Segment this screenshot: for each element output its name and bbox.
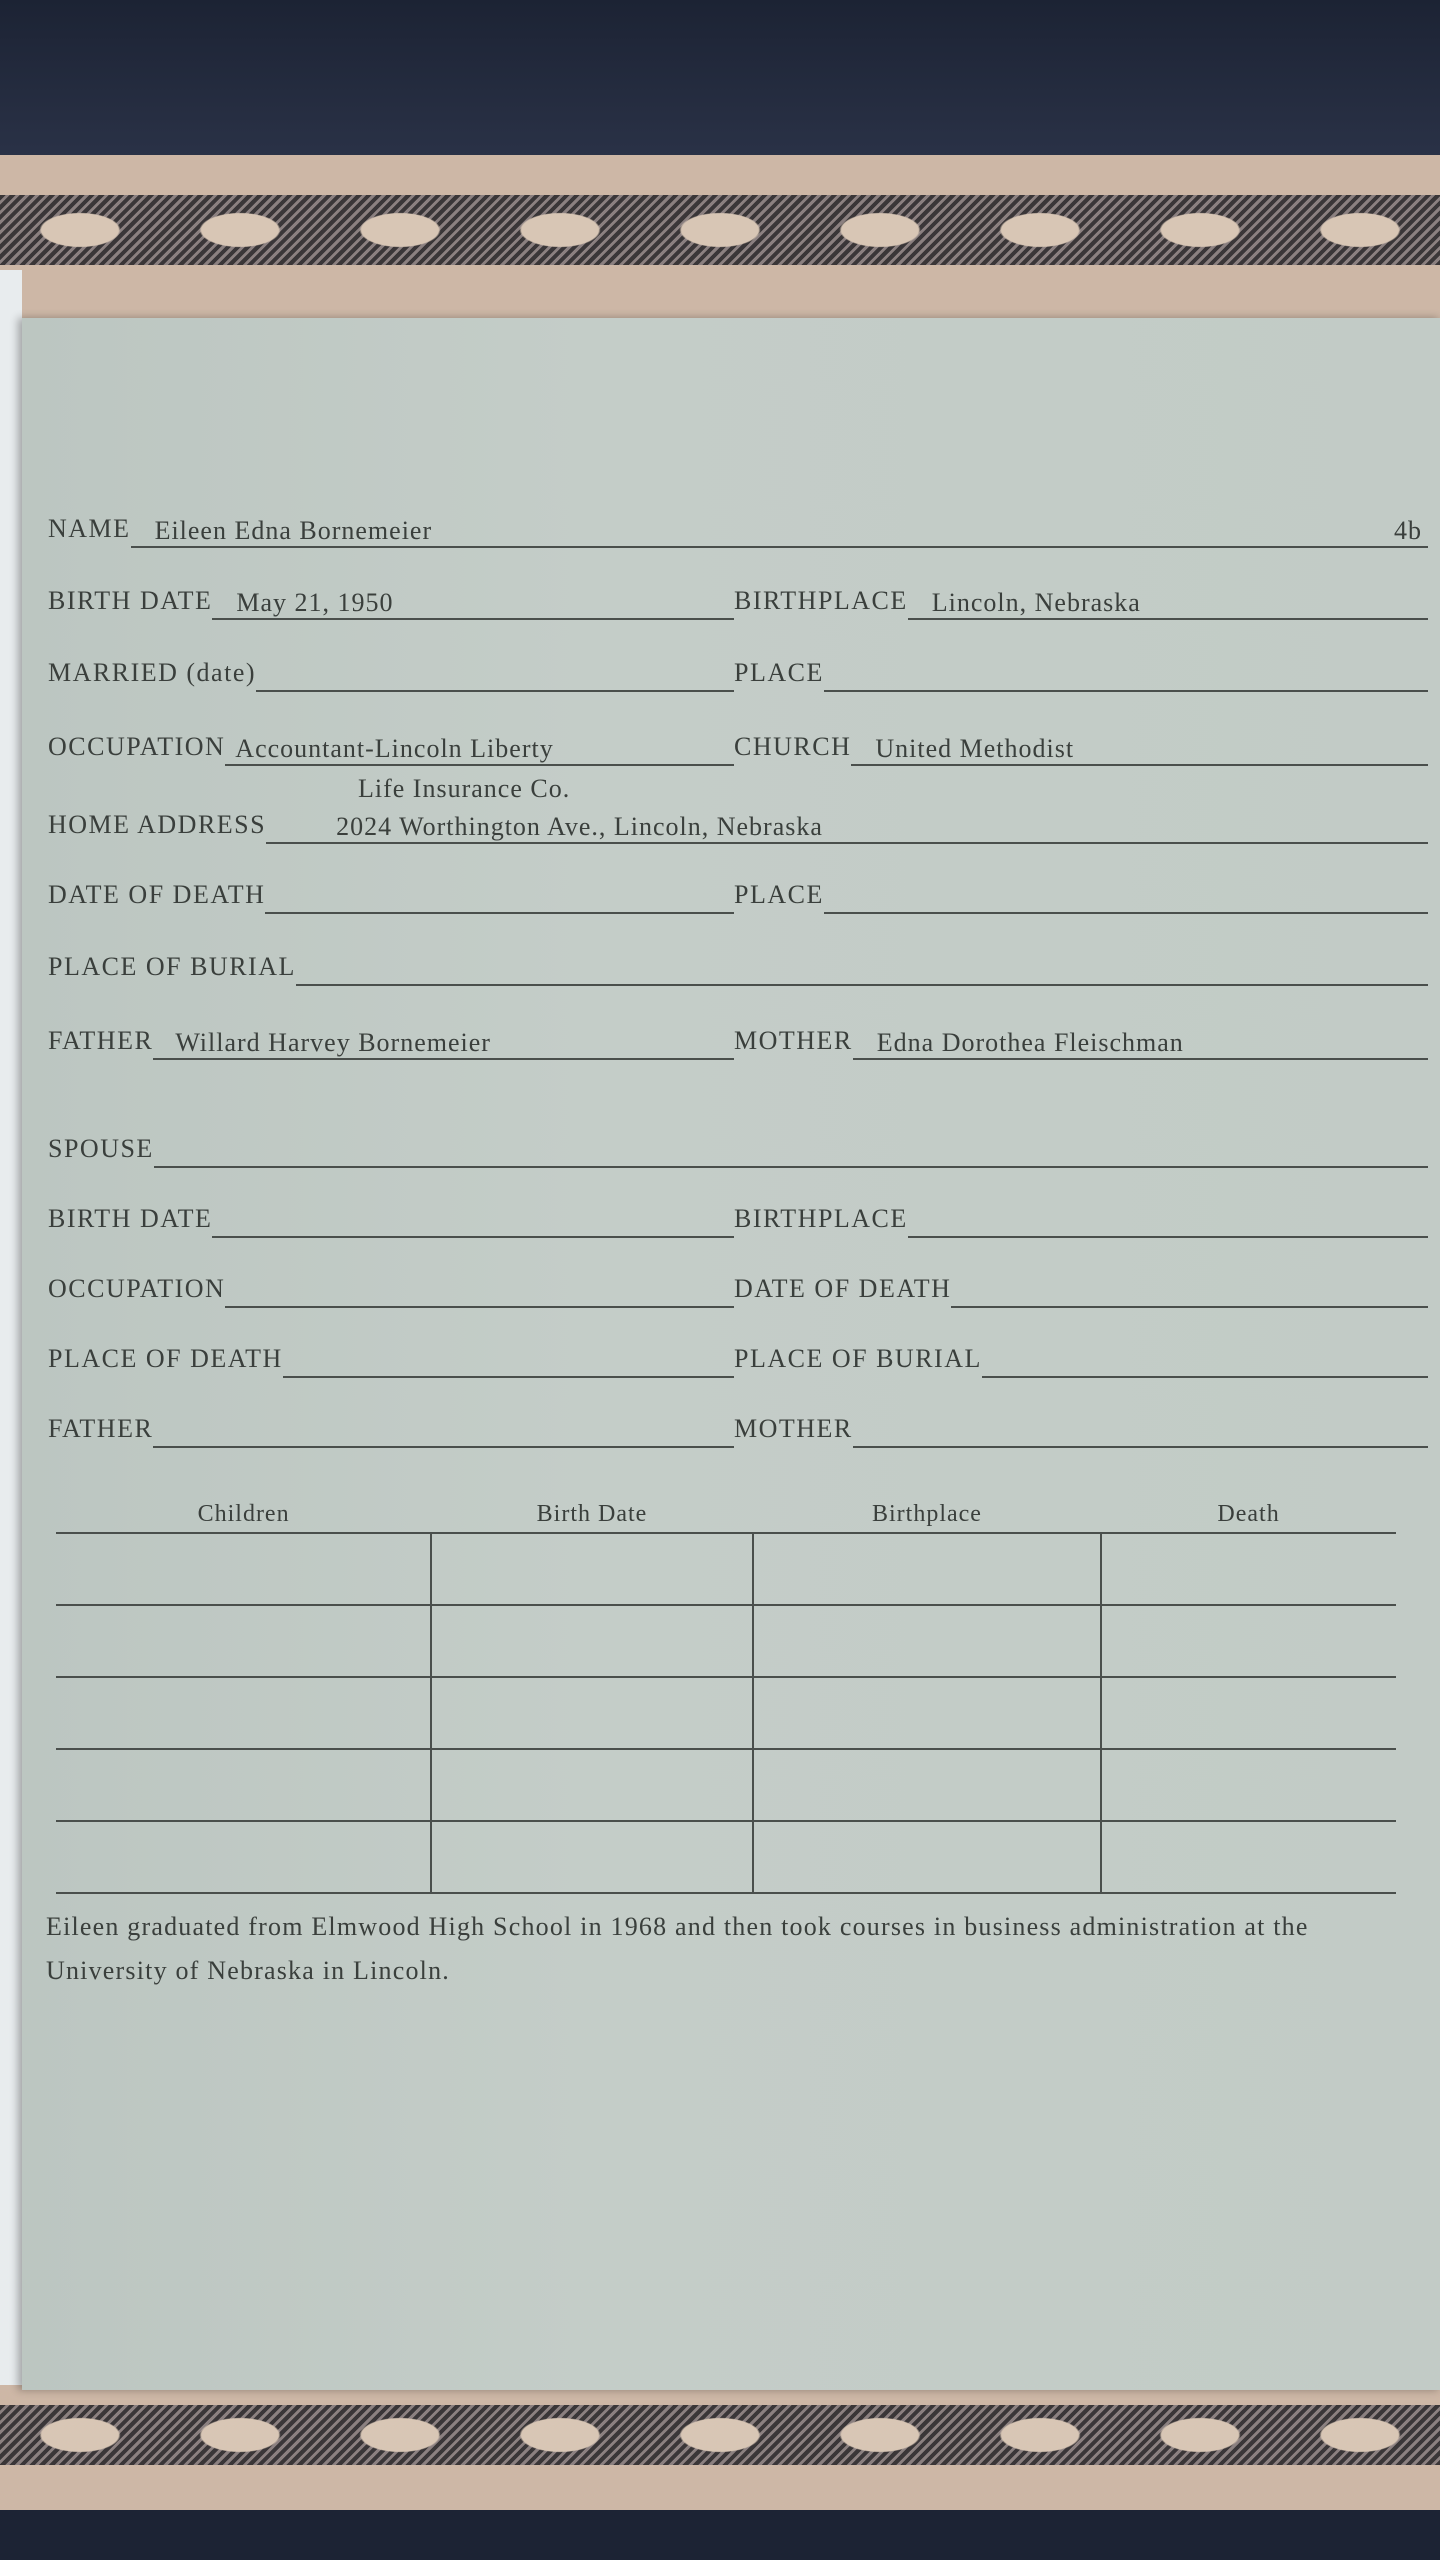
spouse-value	[154, 1132, 1428, 1168]
spouse-place-of-death-label: PLACE OF DEATH	[48, 1344, 283, 1373]
birthplace-label: BIRTHPLACE	[734, 586, 908, 615]
table-row	[56, 1533, 1396, 1605]
married-label: MARRIED (date)	[48, 658, 257, 687]
birth-date-label: BIRTH DATE	[48, 586, 213, 615]
table-cell	[56, 1749, 431, 1821]
table-cell	[56, 1821, 431, 1893]
spouse-birthplace-value	[908, 1202, 1428, 1238]
children-table	[56, 1500, 1396, 1894]
spouse-place-of-burial-value	[982, 1342, 1428, 1378]
name-text: Eileen Edna Bornemeier	[154, 516, 433, 545]
mother-label: MOTHER	[734, 1026, 853, 1055]
spouse-place-of-death-value	[283, 1342, 734, 1378]
spouse-birth-date-label: BIRTH DATE	[48, 1204, 213, 1233]
church-label: CHURCH	[734, 732, 852, 761]
mother-value: Edna Dorothea Fleischman	[853, 1024, 1428, 1060]
spouse-birth-date-value	[212, 1202, 734, 1238]
decorative-border-top	[0, 155, 1440, 325]
table-cell	[431, 1749, 753, 1821]
table-cell	[1101, 1749, 1396, 1821]
header-birthplace: Birthplace	[753, 1500, 1101, 1533]
table-cell	[753, 1605, 1101, 1677]
spouse-occupation-value	[225, 1272, 734, 1308]
spouse-label: SPOUSE	[48, 1134, 154, 1163]
spouse-date-of-death-label: DATE OF DEATH	[734, 1274, 952, 1303]
name-value	[131, 512, 1428, 548]
married-value	[256, 656, 734, 692]
table-cell	[431, 1677, 753, 1749]
occupation-row	[48, 730, 1428, 766]
death-place-value	[824, 878, 1428, 914]
spouse-mother-label: MOTHER	[734, 1414, 853, 1443]
table-cell	[431, 1821, 753, 1893]
spouse-occupation-row	[48, 1272, 1428, 1308]
father-label: FATHER	[48, 1026, 154, 1055]
biography-note: Eileen graduated from Elmwood High School in 1968 and then took courses in business administration at the University of Nebraska in Lincoln.	[46, 1912, 1309, 1985]
spouse-parents-row	[48, 1412, 1428, 1448]
home-address-value: 2024 Worthington Ave., Lincoln, Nebraska	[266, 808, 1428, 844]
spouse-date-of-death-value	[951, 1272, 1428, 1308]
table-row	[56, 1605, 1396, 1677]
birth-date-value: May 21, 1950	[212, 584, 734, 620]
header-children: Children	[56, 1500, 431, 1533]
home-address-label: HOME ADDRESS	[48, 810, 267, 839]
table-row	[56, 1821, 1396, 1893]
occupation-label: OCCUPATION	[48, 732, 226, 761]
spouse-mother-value	[853, 1412, 1428, 1448]
table-cell	[1101, 1677, 1396, 1749]
occupation-value: Accountant-Lincoln Liberty	[225, 730, 734, 766]
page-edge	[0, 270, 22, 2450]
table-cell	[431, 1533, 753, 1605]
spouse-field	[48, 1132, 1428, 1168]
death-place-label: PLACE	[734, 880, 824, 909]
spouse-father-value	[153, 1412, 734, 1448]
married-place-value	[824, 656, 1428, 692]
table-cell	[753, 1749, 1101, 1821]
spouse-occupation-label: OCCUPATION	[48, 1274, 226, 1303]
background-top	[0, 0, 1440, 160]
place-of-burial-label: PLACE OF BURIAL	[48, 952, 296, 981]
table-cell	[753, 1821, 1101, 1893]
death-row	[48, 878, 1428, 914]
spouse-death-row	[48, 1342, 1428, 1378]
table-row	[56, 1749, 1396, 1821]
spouse-birthplace-label: BIRTHPLACE	[734, 1204, 908, 1233]
table-cell	[753, 1533, 1101, 1605]
page-number: 4b	[1394, 516, 1422, 545]
table-cell	[1101, 1821, 1396, 1893]
father-value: Willard Harvey Bornemeier	[153, 1024, 734, 1060]
table-row	[56, 1677, 1396, 1749]
birth-row	[48, 584, 1428, 620]
decorative-border-bottom	[0, 2385, 1440, 2520]
table-cell	[431, 1605, 753, 1677]
place-of-burial-value	[296, 950, 1428, 986]
background-bottom	[0, 2510, 1440, 2560]
date-of-death-value	[265, 878, 734, 914]
name-label: NAME	[48, 514, 131, 543]
occupation-value-line2: Life Insurance Co.	[358, 774, 571, 803]
married-place-label: PLACE	[734, 658, 824, 687]
date-of-death-label: DATE OF DEATH	[48, 880, 266, 909]
spouse-father-label: FATHER	[48, 1414, 154, 1443]
table-cell	[56, 1677, 431, 1749]
table-cell	[56, 1605, 431, 1677]
table-cell	[1101, 1605, 1396, 1677]
spouse-place-of-burial-label: PLACE OF BURIAL	[734, 1344, 982, 1373]
spouse-birth-row	[48, 1202, 1428, 1238]
header-death: Death	[1101, 1500, 1396, 1533]
header-birth-date: Birth Date	[431, 1500, 753, 1533]
table-cell	[56, 1533, 431, 1605]
church-value: United Methodist	[851, 730, 1428, 766]
parents-row	[48, 1024, 1428, 1060]
home-address-field	[48, 808, 1428, 844]
birthplace-value: Lincoln, Nebraska	[908, 584, 1428, 620]
table-cell	[753, 1677, 1101, 1749]
married-row	[48, 656, 1428, 692]
table-cell	[1101, 1533, 1396, 1605]
burial-field	[48, 950, 1428, 986]
name-field	[48, 512, 1428, 548]
form-page	[22, 318, 1440, 2390]
